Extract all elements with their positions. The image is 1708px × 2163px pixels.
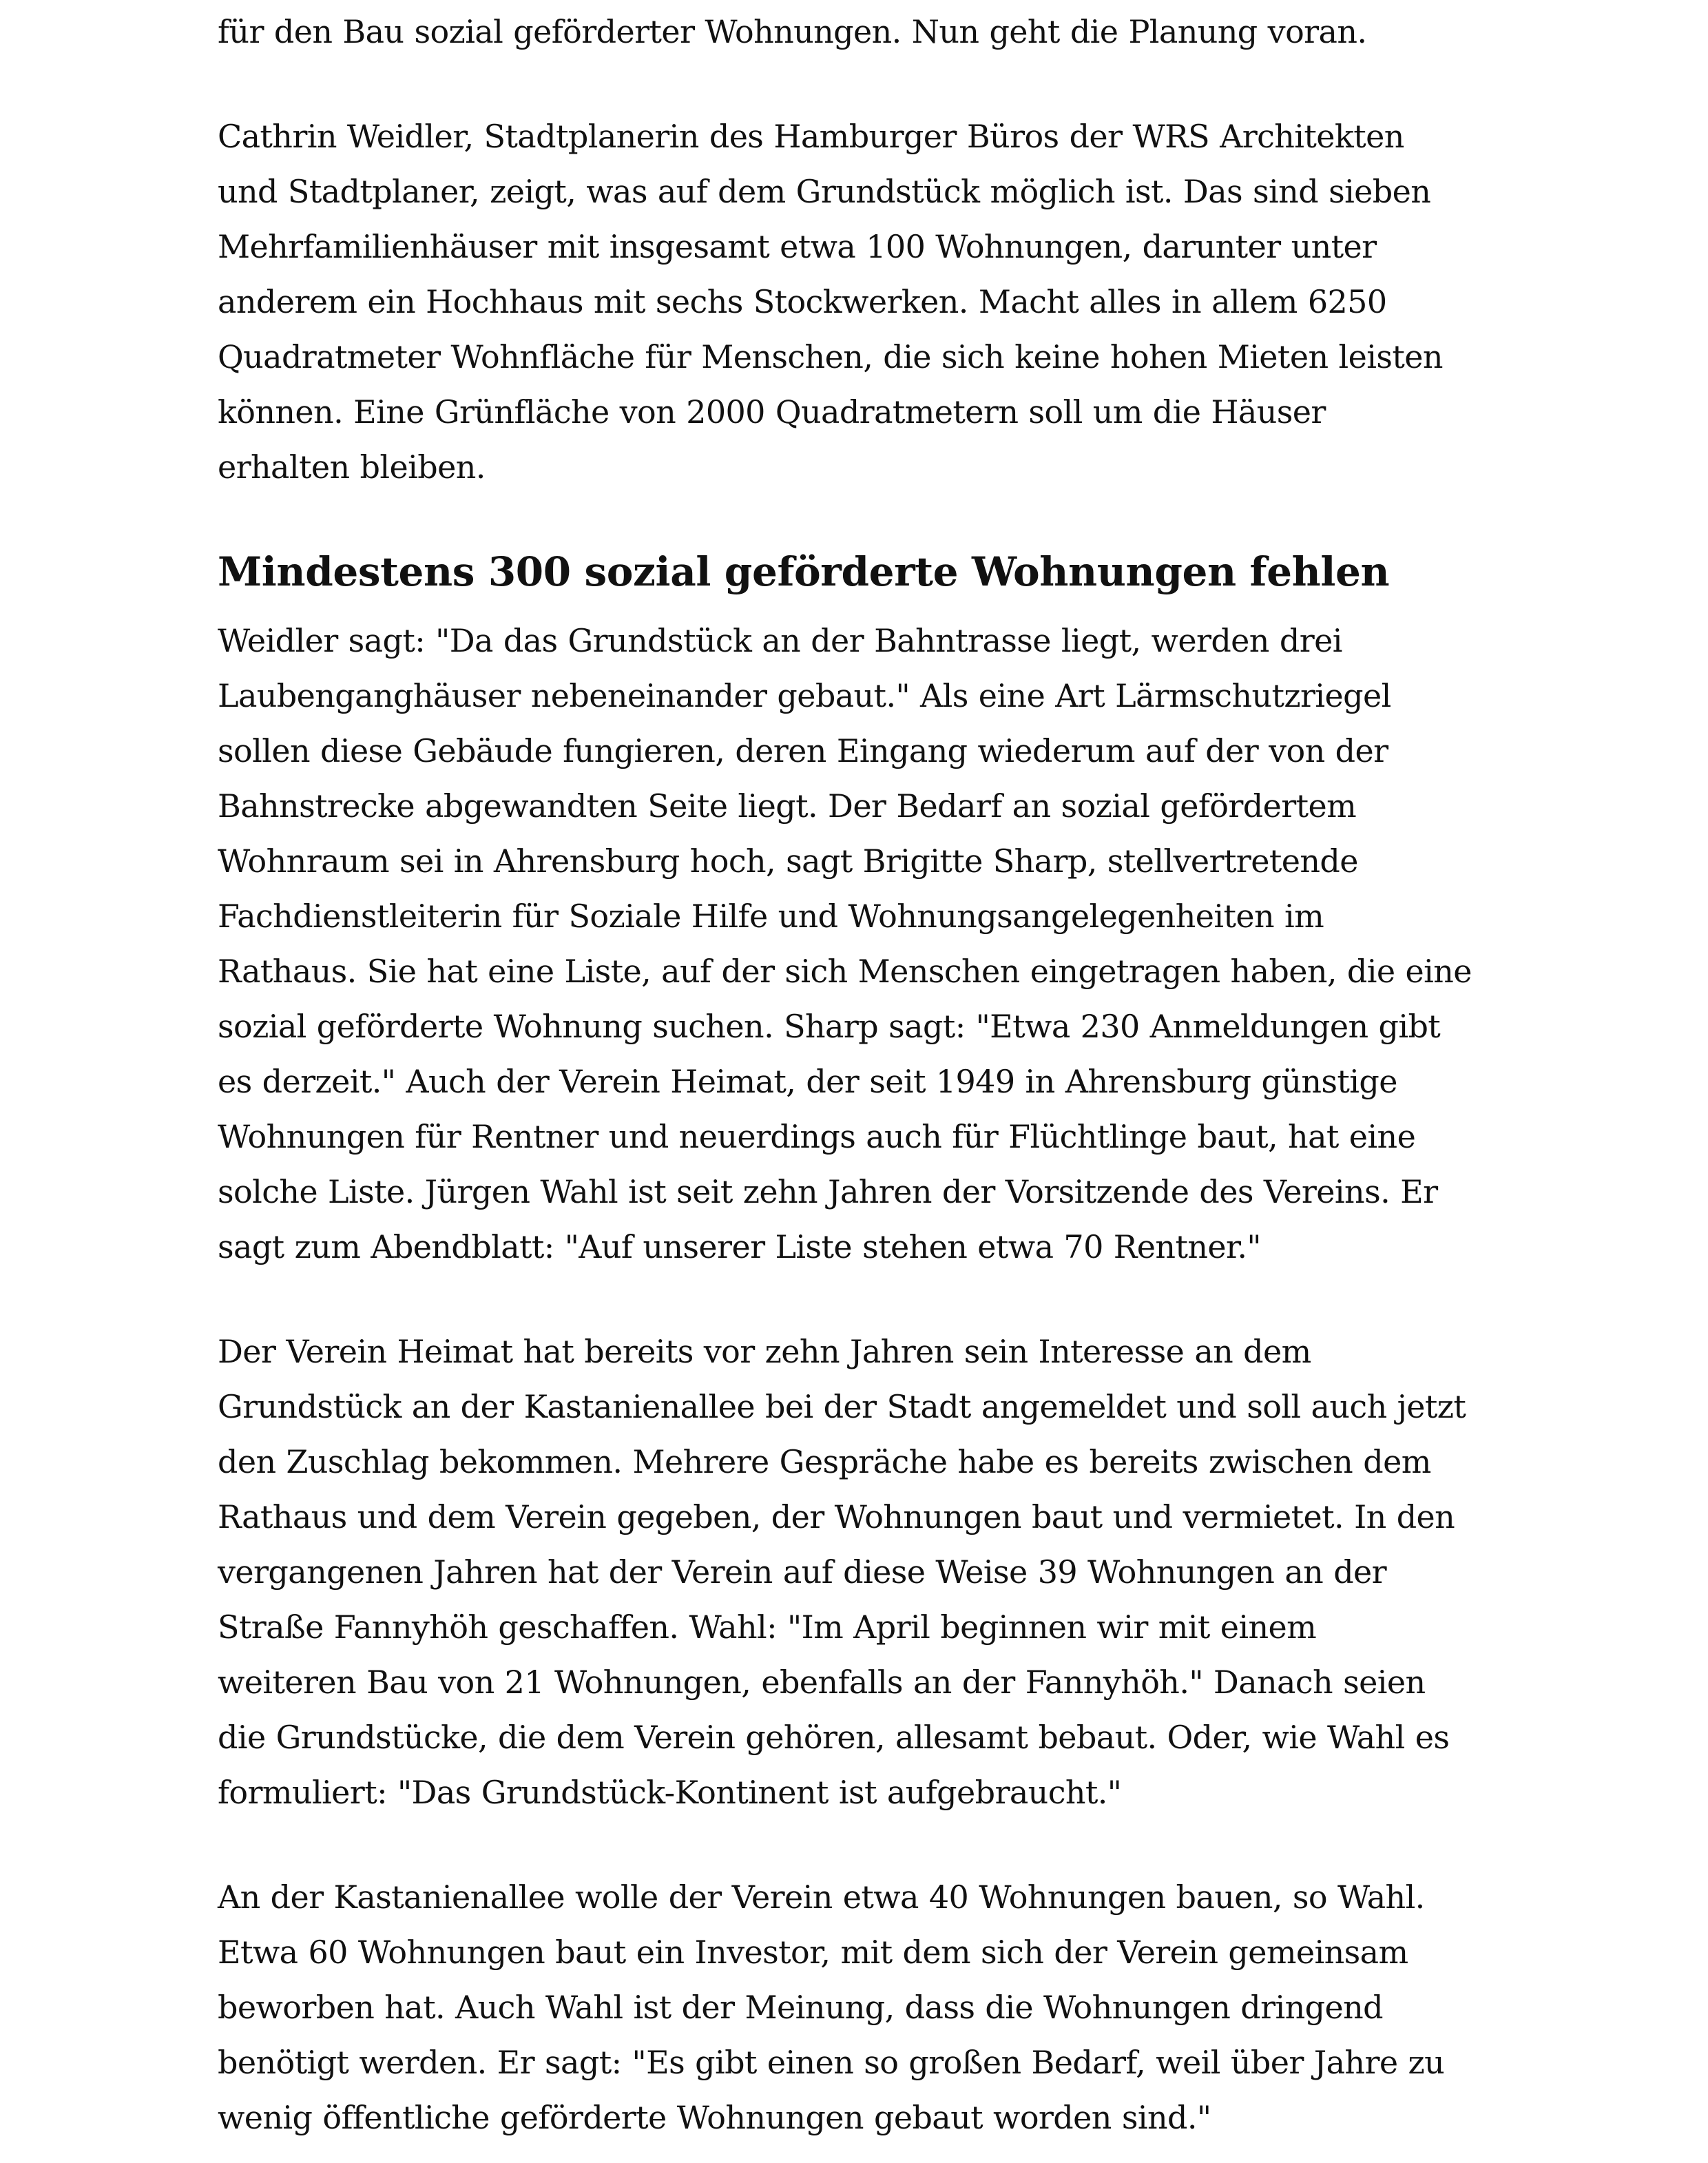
article-paragraph: Cathrin Weidler, Stadtplanerin des Hamburger Büros der WRS Architekten und Stadtplaner, zeigt, was auf dem Grundstück möglich ist. Das sind sieben Mehrfamilienhäuser mit insgesamt etwa 100 Wohnungen, darunter unter anderem ein Hochhaus mit sechs Stockwerken. Macht alles in allem 6250 Quadratmeter Wohnfläche für Menschen, die sich keine hohen Mieten leisten können. Eine Grünfläche von 2000 Quadratmetern soll um die Häuser erhalten bleiben. [218,118,1443,486]
article-paragraph: An der Kastanienallee wolle der Verein etwa 40 Wohnungen bauen, so Wahl. Etwa 60 Wohnungen baut ein Investor, mit dem sich der Verein gemeinsam beworben hat. Auch Wahl ist der Meinung, dass die Wohnungen dringend benötigt werden. Er sagt: "Es gibt einen so großen Bedarf, weil über Jahre zu wenig öffentliche geförderte Wohnungen gebaut worden sind." [218,1879,1445,2136]
section-heading: Mindestens 300 sozial geförderte Wohnungen fehlen [218,548,1390,595]
article-paragraph: Weidler sagt: "Da das Grundstück an der Bahntrasse liegt, werden drei Laubenganghäuser nebeneinander gebaut." Als eine Art Lärmschutzriegel sollen diese Gebäude fungieren, deren Eingang wiederum auf der von der Bahnstrecke abgewandten Seite liegt. Der Bedarf an sozial gefördertem Wohnraum sei in Ahrensburg hoch, sagt Brigitte Sharp, stellvertretende Fachdienstleiterin für Soziale Hilfe und Wohnungsangelegenheiten im Rathaus. Sie hat eine Liste, auf der sich Menschen eingetragen haben, die eine sozial geförderte Wohnung suchen. Sharp sagt: "Etwa 230 Anmeldungen gibt es derzeit." Auch der Verein Heimat, der seit 1949 in Ahrensburg günstige Wohnungen für Rentner und neuerdings auch für Flüchtlinge baut, hat eine solche Liste. Jürgen Wahl ist seit zehn Jahren der Vorsitzende des Vereins. Er sagt zum Abendblatt: "Auf unserer Liste stehen etwa 70 Rentner." [218,622,1472,1265]
article-body [218,0,1512,2145]
article-paragraph: für den Bau sozial geförderter Wohnungen. Nun geht die Planung voran. [218,13,1367,50]
article-paragraph: Der Verein Heimat hat bereits vor zehn Jahren sein Interesse an dem Grundstück an der Kastanienallee bei der Stadt angemeldet und soll auch jetzt den Zuschlag bekommen. Mehrere Gespräche habe es bereits zwischen dem Rathaus und dem Verein gegeben, der Wohnungen baut und vermietet. In den vergangenen Jahren hat der Verein auf diese Weise 39 Wohnungen an der Straße Fannyhöh geschaffen. Wahl: "Im April beginnen wir mit einem weiteren Bau von 21 Wohnungen, ebenfalls an der Fannyhöh." Danach seien die Grundstücke, die dem Verein gehören, allesamt bebaut. Oder, wie Wahl es formuliert: "Das Grundstück-Kontinent ist aufgebraucht." [218,1333,1466,1811]
